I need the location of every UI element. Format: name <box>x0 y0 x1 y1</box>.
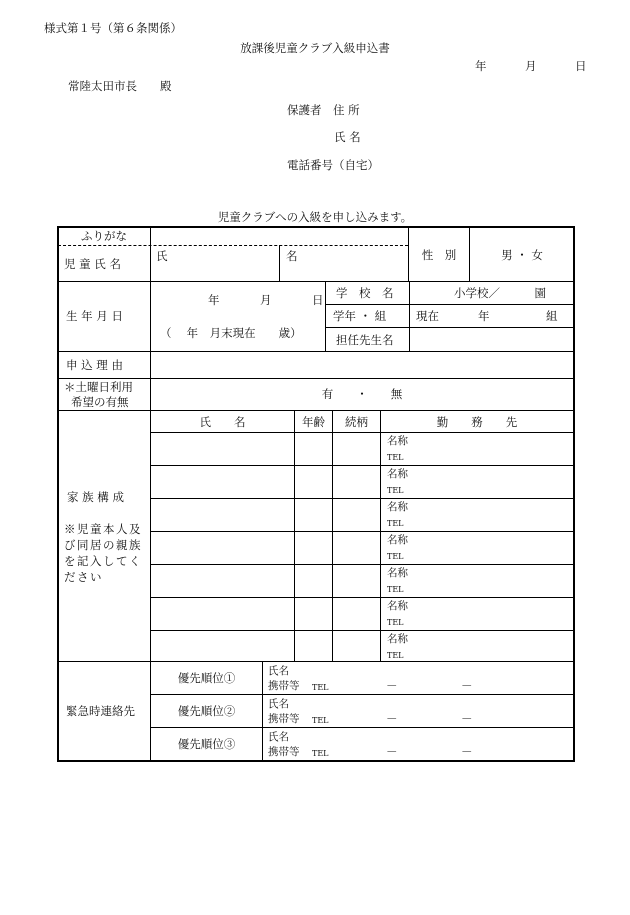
phone-separator-1: － <box>386 712 398 726</box>
grade-class-unit: 組 <box>546 309 558 323</box>
emergency-phone-label: 携帯等 <box>268 680 300 692</box>
phone-separator-2: － <box>461 679 473 693</box>
child-given-name-label: 名 <box>286 249 298 263</box>
emergency-contact-label: 緊急時連絡先 <box>66 704 135 718</box>
workplace-tel-label: TEL <box>387 453 404 462</box>
school-name-value: 小学校／ 園 <box>454 286 546 300</box>
workplace-name-label: 名称 <box>387 600 408 612</box>
birth-month-label: 月 <box>260 293 272 307</box>
priority-label: 優先順位③ <box>177 737 236 751</box>
workplace-name-label: 名称 <box>387 435 408 447</box>
application-reason-label: 申 込 理 由 <box>66 358 123 372</box>
date-year: 年 <box>475 59 487 73</box>
grade-current-label: 現在 <box>416 309 439 323</box>
phone-separator-2: － <box>461 745 473 759</box>
workplace-tel-label: TEL <box>387 519 404 528</box>
workplace-tel-label: TEL <box>387 618 404 627</box>
workplace-tel-label: TEL <box>387 585 404 594</box>
family-note: ※児童本人及び同居の親族を記入してください <box>64 522 142 584</box>
phone-home-label: 電話番号（自宅） <box>287 158 379 172</box>
form-title: 放課後児童クラブ入級申込書 <box>240 41 390 55</box>
saturday-options[interactable]: 有 ・ 無 <box>321 387 403 401</box>
emergency-phone-label: 携帯等 <box>268 746 300 758</box>
phone-separator-1: － <box>386 679 398 693</box>
grade-class-label: 学年 ・ 組 <box>333 309 387 323</box>
workplace-name-label: 名称 <box>387 534 408 546</box>
guardian-name-label: 氏 名 <box>334 130 361 144</box>
family-header-name: 氏 名 <box>199 415 246 429</box>
saturday-label-line2: 希望の有無 <box>71 395 129 409</box>
workplace-tel-label: TEL <box>387 552 404 561</box>
furigana-label: ふりがな <box>81 229 127 243</box>
grade-year-label: 年 <box>478 309 490 323</box>
family-header-relation: 続柄 <box>345 415 368 429</box>
form-number: 様式第１号（第６条関係） <box>44 21 182 35</box>
sex-options[interactable]: 男 ・ 女 <box>501 248 543 262</box>
workplace-name-label: 名称 <box>387 567 408 579</box>
emergency-phone-label: 携帯等 <box>268 713 300 725</box>
teacher-name-label: 担任先生名 <box>336 333 394 347</box>
priority-label: 優先順位① <box>177 671 236 685</box>
phone-separator-1: － <box>386 745 398 759</box>
addressee: 常陸太田市長 殿 <box>68 79 172 93</box>
birth-date-label: 生 年 月 日 <box>66 309 123 323</box>
emergency-tel-label: TEL <box>312 716 329 725</box>
workplace-tel-label: TEL <box>387 651 404 660</box>
emergency-name-label: 氏名 <box>268 698 289 710</box>
emergency-name-label: 氏名 <box>268 665 289 677</box>
phone-separator-2: － <box>461 712 473 726</box>
priority-label: 優先順位② <box>177 704 236 718</box>
emergency-name-label: 氏名 <box>268 731 289 743</box>
saturday-label-line1: ＊土曜日利用 <box>64 380 133 394</box>
age-note: （ 年 月末現在 歳） <box>160 326 302 340</box>
emergency-tel-label: TEL <box>312 683 329 692</box>
workplace-name-label: 名称 <box>387 468 408 480</box>
intro-text: 児童クラブへの入級を申し込みます。 <box>217 210 413 224</box>
family-header-age: 年齢 <box>302 415 325 429</box>
workplace-name-label: 名称 <box>387 633 408 645</box>
school-name-label: 学 校 名 <box>336 286 394 300</box>
child-name-label: 児 童 氏 名 <box>64 257 121 271</box>
child-surname-label: 氏 <box>156 249 168 263</box>
emergency-tel-label: TEL <box>312 749 329 758</box>
sex-label: 性 別 <box>421 248 457 262</box>
guardian-address-label: 保護者 住 所 <box>287 103 360 117</box>
date-day: 日 <box>575 59 587 73</box>
birth-day-label: 日 <box>312 293 324 307</box>
date-month: 月 <box>525 59 537 73</box>
birth-year-label: 年 <box>208 293 220 307</box>
family-header-workplace: 勤 務 先 <box>436 415 518 429</box>
workplace-name-label: 名称 <box>387 501 408 513</box>
family-composition-label: 家 族 構 成 <box>67 490 124 504</box>
workplace-tel-label: TEL <box>387 486 404 495</box>
